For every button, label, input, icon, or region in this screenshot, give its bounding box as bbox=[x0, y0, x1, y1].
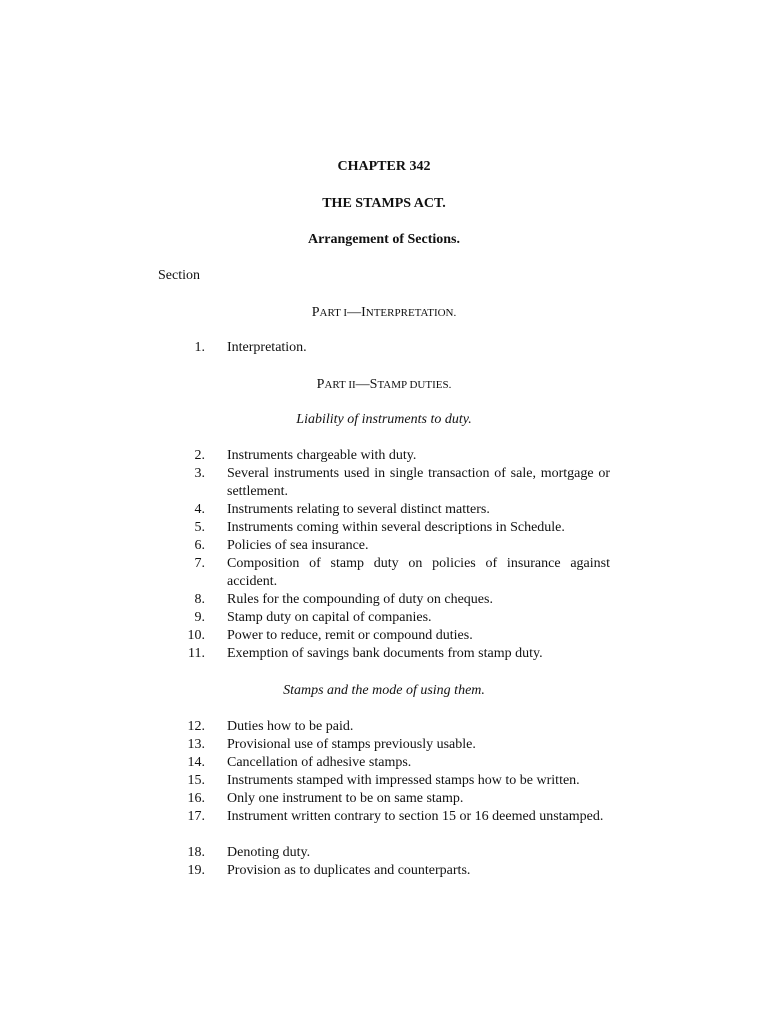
part-1-title-rest: NTERPRETATION. bbox=[365, 307, 457, 319]
section-title: Power to reduce, remit or compound duties. bbox=[227, 628, 473, 643]
section-title: Instruments stamped with impressed stamps how to be written. bbox=[227, 773, 580, 788]
part-2-title-cap: S bbox=[369, 377, 378, 392]
section-number: 5. bbox=[194, 520, 205, 535]
section-number: 16. bbox=[187, 791, 205, 806]
section-number: 1. bbox=[194, 340, 205, 355]
section-number: 2. bbox=[194, 448, 205, 463]
list-item bbox=[0, 591, 768, 609]
list-item bbox=[0, 447, 768, 465]
liability-subheading: Liability of instruments to duty. bbox=[296, 412, 472, 427]
liability-list bbox=[0, 447, 768, 663]
section-number: 4. bbox=[194, 502, 205, 517]
list-item bbox=[0, 519, 768, 537]
list-item bbox=[0, 609, 768, 627]
list-item bbox=[0, 339, 768, 357]
part-2-heading bbox=[0, 375, 768, 394]
list-item bbox=[0, 555, 768, 591]
section-number: 3. bbox=[194, 466, 205, 481]
list-item bbox=[0, 754, 768, 772]
list-item bbox=[0, 862, 768, 880]
section-title: Stamp duty on capital of companies. bbox=[227, 610, 432, 625]
section-number: 13. bbox=[187, 737, 205, 752]
section-title: Denoting duty. bbox=[227, 845, 311, 860]
section-title: Cancellation of adhesive stamps. bbox=[227, 755, 412, 770]
section-number: 8. bbox=[194, 592, 205, 607]
part-1-title-cap: I bbox=[361, 305, 366, 320]
act-title: THE STAMPS ACT. bbox=[322, 196, 446, 211]
section-title: Instruments coming within several descriptions in Schedule. bbox=[227, 520, 565, 535]
chapter-heading: CHAPTER 342 bbox=[337, 159, 431, 174]
section-title: Provision as to duplicates and counterparts. bbox=[227, 863, 471, 878]
stamps-list bbox=[0, 718, 768, 880]
part-2-prefix-cap: P bbox=[316, 377, 325, 392]
section-number: 12. bbox=[187, 719, 205, 734]
section-title: Instruments relating to several distinct matters. bbox=[227, 502, 490, 517]
section-number: 18. bbox=[187, 845, 205, 860]
section-number: 14. bbox=[187, 755, 205, 770]
section-title: Several instruments used in single transaction of sale, mortgage or settlement. bbox=[227, 466, 610, 499]
list-item bbox=[0, 844, 768, 862]
part-1-list bbox=[0, 339, 768, 357]
section-column-label: Section bbox=[158, 268, 200, 283]
section-number: 15. bbox=[187, 773, 205, 788]
part-2-prefix-rest: ART II bbox=[324, 379, 356, 391]
stamps-subheading: Stamps and the mode of using them. bbox=[283, 683, 485, 698]
section-title: Policies of sea insurance. bbox=[227, 538, 369, 553]
list-item bbox=[0, 808, 768, 844]
part-1-dash: — bbox=[347, 305, 362, 320]
section-number: 19. bbox=[187, 863, 205, 878]
part-1-prefix-rest: ART I bbox=[319, 307, 348, 319]
section-number: 7. bbox=[194, 556, 205, 571]
arrangement-heading: Arrangement of Sections. bbox=[307, 232, 461, 247]
list-item bbox=[0, 790, 768, 808]
section-title: Rules for the compounding of duty on cheques. bbox=[227, 592, 493, 607]
section-number: 10. bbox=[187, 628, 205, 643]
part-2-title-rest: TAMP DUTIES. bbox=[377, 379, 452, 391]
part-1-heading bbox=[0, 303, 768, 322]
list-item bbox=[0, 736, 768, 754]
section-title: Instrument written contrary to section 15 or 16 deemed unstamped. bbox=[227, 809, 604, 824]
section-title: Interpretation. bbox=[227, 340, 307, 355]
section-number: 9. bbox=[194, 610, 205, 625]
section-number: 17. bbox=[187, 809, 205, 824]
section-title: Provisional use of stamps previously usable. bbox=[227, 737, 476, 752]
part-1-prefix-cap: P bbox=[311, 305, 320, 320]
section-number: 11. bbox=[188, 646, 205, 661]
section-title: Exemption of savings bank documents from stamp duty. bbox=[227, 646, 543, 661]
section-title: Composition of stamp duty on policies of insurance against accident. bbox=[227, 556, 610, 589]
part-2-dash: — bbox=[355, 377, 370, 392]
list-item bbox=[0, 772, 768, 790]
list-item bbox=[0, 465, 768, 501]
section-number: 6. bbox=[194, 538, 205, 553]
list-item bbox=[0, 645, 768, 663]
list-item bbox=[0, 627, 768, 645]
list-item bbox=[0, 718, 768, 736]
list-item bbox=[0, 501, 768, 519]
section-title: Duties how to be paid. bbox=[227, 719, 354, 734]
list-item bbox=[0, 537, 768, 555]
section-title: Instruments chargeable with duty. bbox=[227, 448, 417, 463]
section-title: Only one instrument to be on same stamp. bbox=[227, 791, 464, 806]
